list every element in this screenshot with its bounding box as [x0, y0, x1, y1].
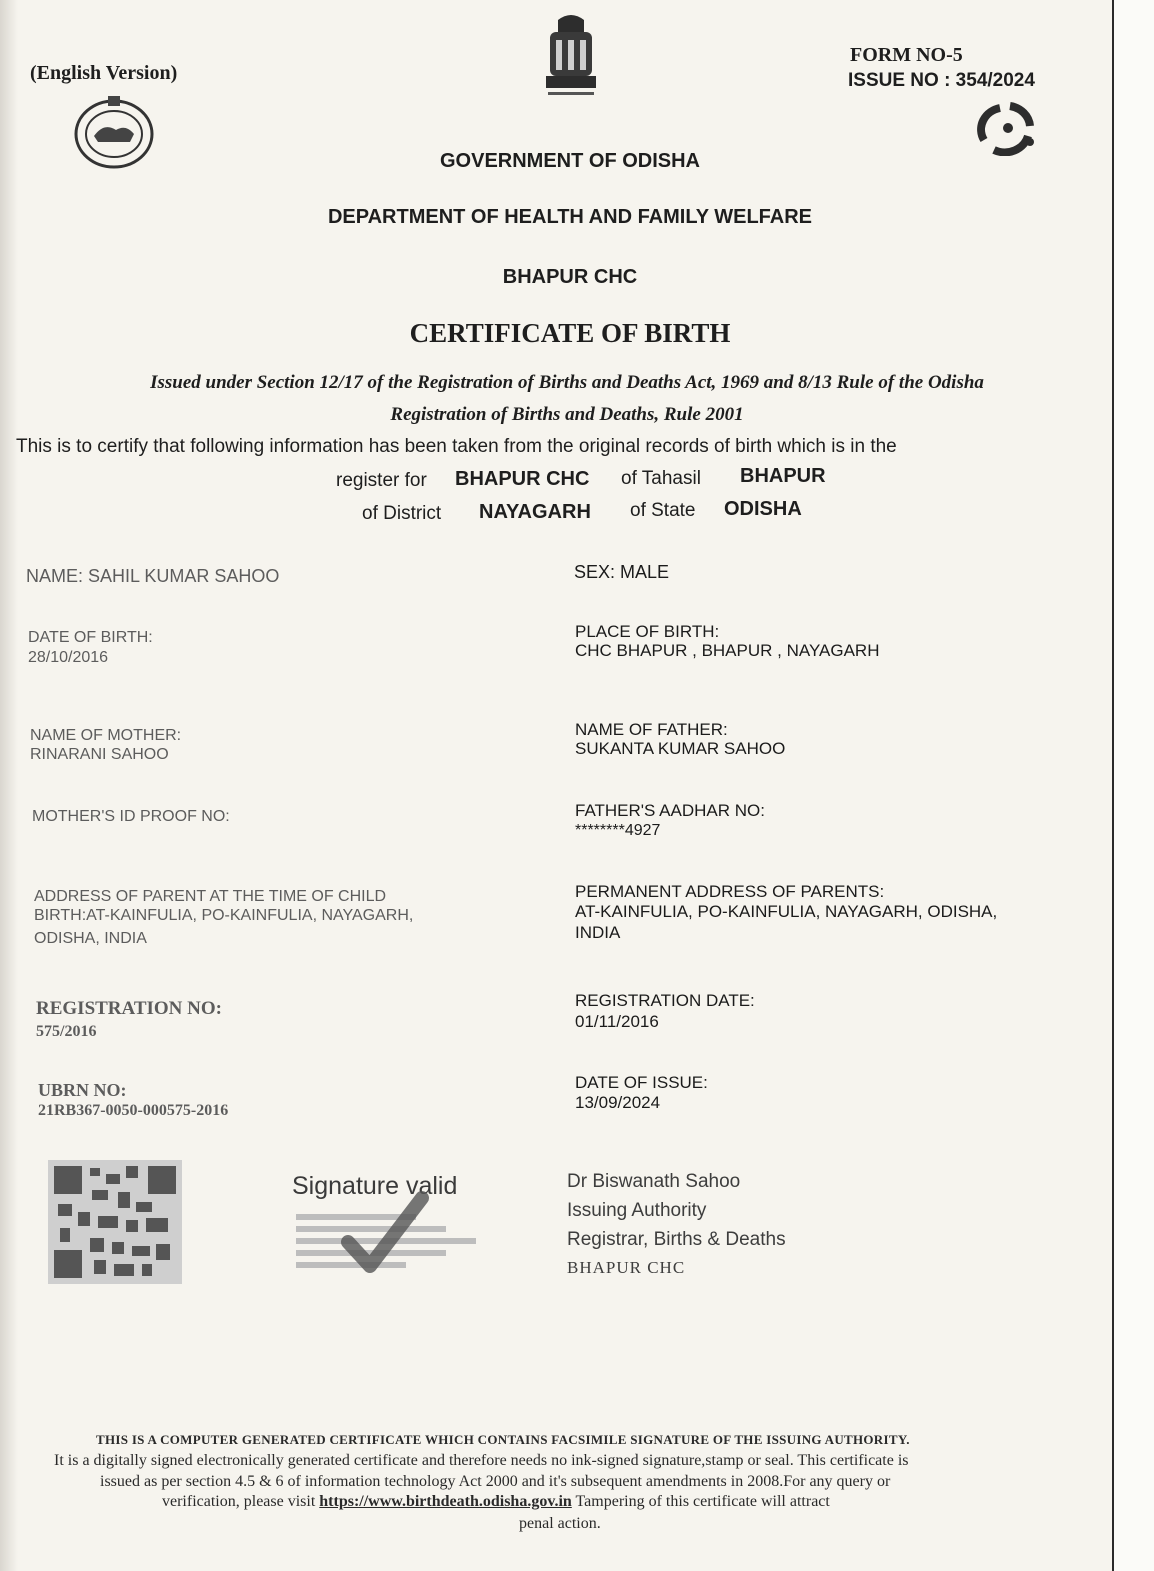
father-aadhar-label: FATHER'S AADHAR NO:: [575, 801, 765, 820]
register-for-label: register for: [336, 470, 427, 491]
district-label: of District: [362, 503, 442, 524]
father-aadhar-value: ********4927: [575, 822, 661, 839]
ubrn-value: 21RB367-0050-000575-2016: [38, 1102, 229, 1119]
place-of-birth-value: CHC BHAPUR , BHAPUR , NAYAGARH: [575, 641, 880, 660]
registration-no-value: 575/2016: [36, 1023, 97, 1040]
issue-number: ISSUE NO : 354/2024: [848, 70, 1035, 91]
government-heading: GOVERNMENT OF ODISHA: [439, 150, 700, 172]
footer-line-1: THIS IS A COMPUTER GENERATED CERTIFICATE WHICH CONTAINS FACSIMILE SIGNATURE OF THE ISSUING AUTHORITY.: [96, 1432, 910, 1447]
authority-title: Registrar, Births & Deaths: [567, 1229, 786, 1250]
mother-name-label: NAME OF MOTHER:: [30, 727, 182, 744]
state-label: of State: [630, 500, 696, 521]
crs-logo-icon: [970, 100, 1044, 156]
subtitle-line-1: Issued under Section 12/17 of the Registration of Births and Deaths Act, 1969 and 8/13 Rule of the Odisha: [150, 372, 984, 393]
address-line-1: ADDRESS OF PARENT AT THE TIME OF CHILD: [34, 888, 387, 905]
footer-line-2: It is a digitally signed electronically generated certificate and therefore needs no ink-signed signature,stamp or seal. This certificate is: [54, 1452, 909, 1469]
certify-line: This is to certify that following information has been taken from the original records of birth which is in the: [16, 436, 897, 457]
form-number: FORM NO-5: [850, 44, 963, 66]
address-line-2: BIRTH:AT-KAINFULIA, PO-KAINFULIA, NAYAGARH,: [34, 907, 414, 924]
sex: SEX: MALE: [574, 562, 670, 582]
checkmark-icon: [340, 1190, 430, 1280]
ashoka-emblem-icon: [540, 10, 602, 110]
ubrn-label: UBRN NO:: [38, 1080, 127, 1100]
permanent-address-label: PERMANENT ADDRESS OF PARENTS:: [575, 882, 885, 901]
permanent-address-line-2: INDIA: [575, 923, 621, 942]
office-heading: BHAPUR CHC: [502, 266, 638, 288]
mother-id-label: MOTHER'S ID PROOF NO:: [32, 808, 230, 825]
father-name-value: SUKANTA KUMAR SAHOO: [575, 739, 786, 758]
certificate-title: CERTIFICATE OF BIRTH: [409, 318, 731, 348]
paper-edge-left: [0, 0, 18, 1571]
father-name-label: NAME OF FATHER:: [575, 720, 728, 739]
registration-date-label: REGISTRATION DATE:: [575, 991, 755, 1010]
date-of-issue-value: 13/09/2024: [575, 1093, 661, 1112]
tahasil-label: of Tahasil: [621, 468, 701, 489]
authority-office: BHAPUR CHC: [567, 1258, 686, 1277]
subtitle-line-2: Registration of Births and Deaths, Rule 2001: [390, 404, 744, 425]
register-for-value: BHAPUR CHC: [455, 468, 590, 490]
footer-line-4: [162, 1493, 830, 1511]
tahasil-value: BHAPUR: [740, 465, 826, 487]
version-label: (English Version): [30, 62, 178, 84]
footer-line-5: penal action.: [519, 1515, 601, 1532]
place-of-birth-label: PLACE OF BIRTH:: [575, 622, 720, 641]
signature-valid-text: Signature valid: [292, 1172, 458, 1200]
footer-line-3: issued as per section 4.5 & 6 of information technology Act 2000 and it's subsequent amendments in 2008.For any query or: [100, 1473, 891, 1490]
address-line-3: ODISHA, INDIA: [34, 930, 147, 947]
qr-code-icon[interactable]: [48, 1160, 182, 1284]
authority-role: Issuing Authority: [567, 1200, 707, 1221]
registration-date-value: 01/11/2016: [575, 1012, 659, 1031]
child-name: NAME: SAHIL KUMAR SAHOO: [26, 566, 280, 586]
date-of-birth-label: DATE OF BIRTH:: [28, 629, 153, 646]
permanent-address-line-1: AT-KAINFULIA, PO-KAINFULIA, NAYAGARH, ODISHA,: [575, 902, 998, 921]
authority-name: Dr Biswanath Sahoo: [567, 1171, 741, 1192]
footer-visit-text: verification, please visit: [162, 1493, 316, 1510]
registration-no-label: REGISTRATION NO:: [36, 998, 222, 1019]
paper-edge-right: [1112, 0, 1154, 1571]
date-of-issue-label: DATE OF ISSUE:: [575, 1073, 708, 1092]
department-heading: DEPARTMENT OF HEALTH AND FAMILY WELFARE: [327, 206, 813, 228]
mother-name-value: RINARANI SAHOO: [30, 746, 169, 763]
footer-tampering-text: Tampering of this certificate will attract: [575, 1493, 830, 1510]
website-link[interactable]: https://www.birthdeath.odisha.gov.in: [319, 1493, 572, 1510]
date-of-birth-value: 28/10/2016: [28, 649, 109, 666]
district-value: NAYAGARH: [479, 501, 591, 523]
state-value: ODISHA: [724, 498, 802, 520]
